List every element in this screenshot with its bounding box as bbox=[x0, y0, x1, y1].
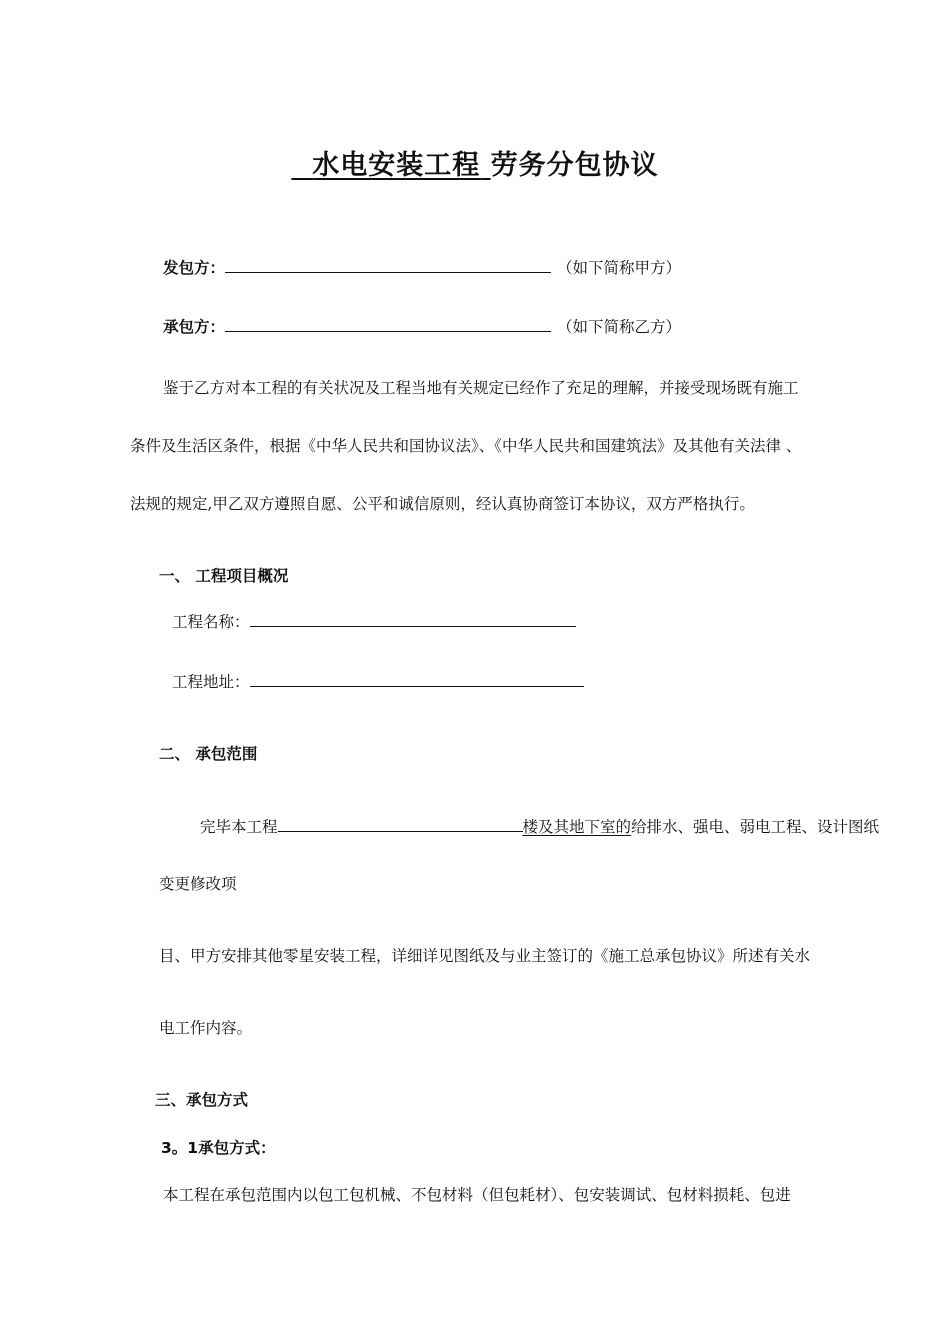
contract-method-line-1: 本工程在承包范围内以包工包机械、不包材料（但包耗材）、包安装调试、包材料损耗、包进 bbox=[163, 1186, 791, 1204]
title-part-1: 水电安装工程 bbox=[312, 150, 481, 181]
project-name-label: 工程名称： bbox=[172, 613, 250, 631]
preamble-line-2: 条件及生活区条件，根据《中华人民共和国协议法》、《中华人民共和国建筑法》及其他有关法律 、 bbox=[130, 437, 802, 455]
contractor-label: 承包方： bbox=[163, 318, 226, 336]
section-1-heading: 一、 工程项目概况 bbox=[159, 567, 289, 585]
document-title bbox=[0, 143, 950, 182]
section-3-1-heading: 3。1承包方式： bbox=[161, 1139, 276, 1157]
employer-note: （如下简称甲方） bbox=[557, 259, 682, 277]
project-address-line bbox=[172, 670, 584, 692]
preamble-line-3: 法规的规定,甲乙双方遵照自愿、公平和诚信原则，经认真协商签订本协议，双方严格执行。 bbox=[130, 495, 755, 513]
scope-underlined: 楼及其地下室的 bbox=[522, 818, 632, 836]
scope-line-4: 电工作内容。 bbox=[159, 1019, 253, 1037]
scope-suffix: 给排水、强电、弱电工程、设计图纸 bbox=[631, 818, 880, 836]
project-name-blank[interactable] bbox=[250, 612, 576, 627]
section-3-heading: 三、承包方式 bbox=[155, 1091, 249, 1109]
employer-blank[interactable] bbox=[225, 258, 551, 273]
scope-line-3: 目、甲方安排其他零星安装工程，详细详见图纸及与业主签订的《施工总承包协议》所述有关水 bbox=[159, 947, 811, 965]
contractor-note: （如下简称乙方） bbox=[557, 318, 682, 336]
title-part-2: 劳务分包协议 bbox=[490, 150, 659, 181]
contractor-blank[interactable] bbox=[225, 317, 551, 332]
employer-line bbox=[163, 256, 681, 278]
employer-label: 发包方： bbox=[163, 259, 226, 277]
preamble-line-1: 鉴于乙方对本工程的有关状况及工程当地有关规定已经作了充足的理解，并接受现场既有施工 bbox=[163, 379, 799, 397]
section-2-heading: 二、 承包范围 bbox=[159, 745, 258, 763]
project-address-blank[interactable] bbox=[250, 672, 584, 687]
scope-building-blank[interactable] bbox=[278, 817, 523, 832]
scope-prefix: 完毕本工程 bbox=[200, 818, 278, 836]
scope-line-1 bbox=[200, 815, 879, 837]
project-address-label: 工程地址： bbox=[172, 673, 250, 691]
contractor-line bbox=[163, 315, 681, 337]
scope-line-2: 变更修改项 bbox=[159, 875, 237, 893]
project-name-line bbox=[172, 610, 576, 632]
